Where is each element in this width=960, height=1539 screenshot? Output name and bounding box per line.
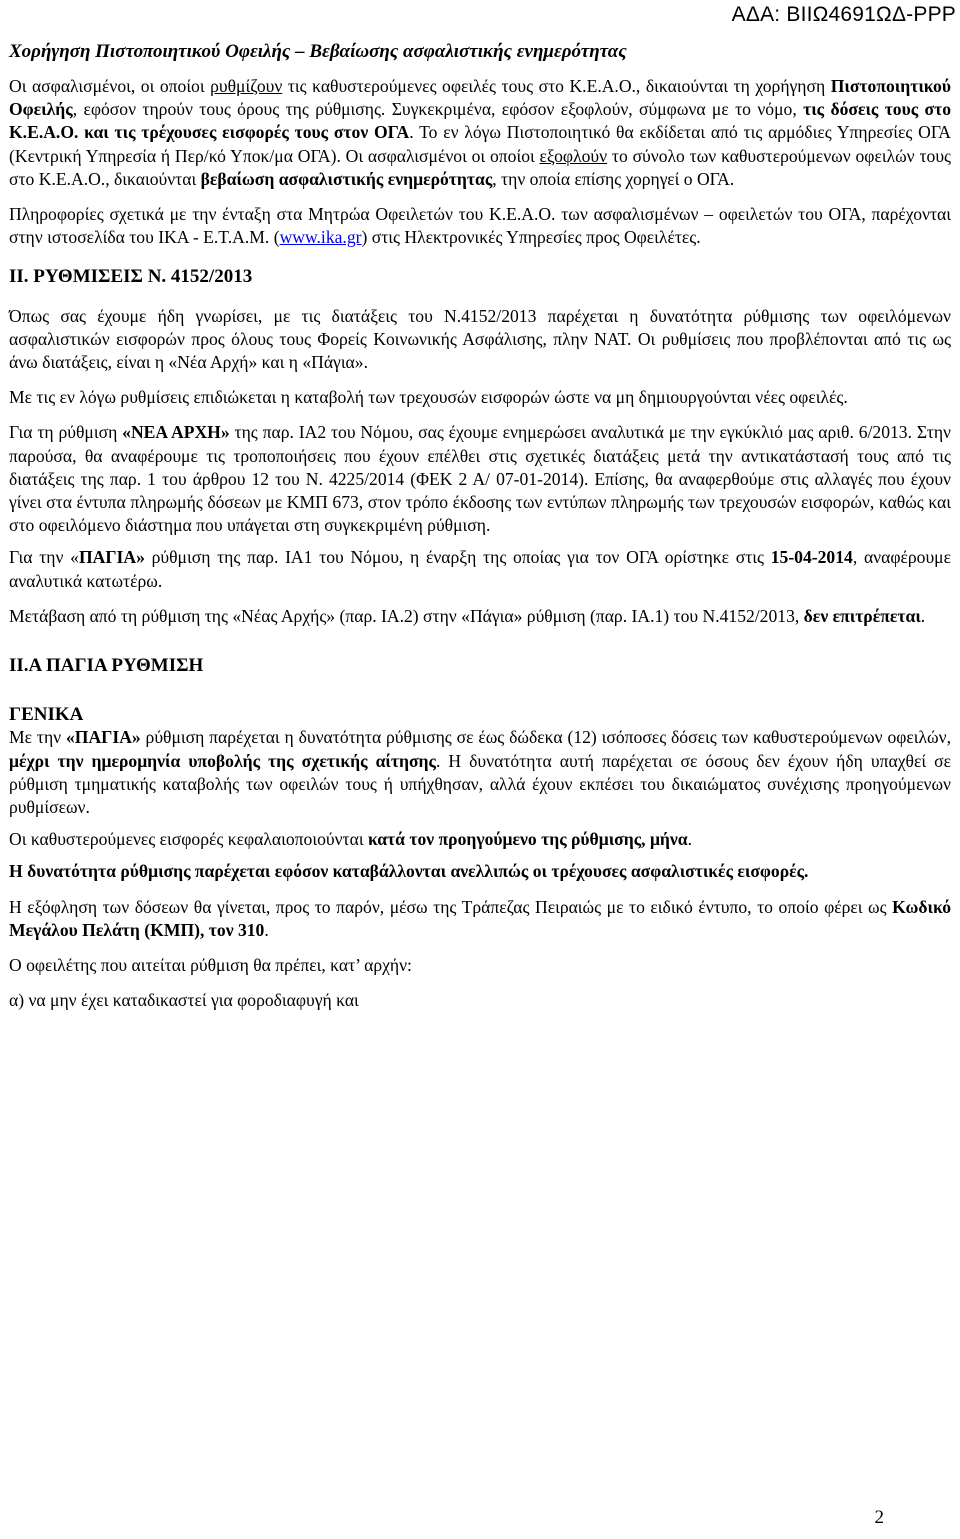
text-run: .: [687, 829, 693, 850]
text-run: ρύθμιση της παρ. ΙΑ1 του Νόμου, η έναρξη της οποίας για τον ΟΓΑ ορίστηκε στις: [144, 547, 771, 568]
text-run: τις καθυστερούμενες οφειλές τους στο Κ.Ε.Α.Ο., δικαιούνται τη χορήγηση: [282, 76, 831, 96]
underlined-text: ρυθμίζουν: [210, 76, 283, 96]
paragraph-certificate: [9, 75, 951, 191]
paragraph-purpose: Με τις εν λόγω ρυθμίσεις επιδιώκεται η καταβολή των τρεχουσών εισφορών ώστε να μη δημιουργούνται νέες οφειλές.: [9, 387, 848, 408]
bold-text: κατά τον προηγούμενο της ρύθμισης, μήνα: [367, 829, 688, 850]
text-run: ρύθμιση παρέχεται η δυνατότητα ρύθμισης σε έως δώδεκα (12) ισόποσες δόσεις των καθυστερούμενων οφειλών,: [140, 727, 951, 748]
text-run: , αναφέρουμε αναλυτικά κατωτέρω.: [9, 547, 951, 591]
bold-text: δεν επιτρέπεται: [803, 605, 921, 626]
section-title: Χορήγηση Πιστοποιητικού Οφειλής – Βεβαίωσης ασφαλιστικής ενημερότητας: [9, 41, 627, 62]
document-body: [9, 75, 951, 1013]
text-run: Για την «: [9, 547, 79, 568]
paragraph-debtor: Ο οφειλέτης που αιτείται ρύθμιση θα πρέπει, κατ’ αρχήν:: [9, 955, 412, 976]
text-run: , εφόσον τηρούν τους όρους της ρύθμισης. Συγκεκριμένα, εφόσον εξοφλούν, σύμφωνα με το νόμο,: [72, 99, 804, 120]
text-run: Για τη ρύθμιση: [9, 422, 123, 443]
bold-text: μέχρι την ημερομηνία υποβολής της σχετικής αίτησης: [9, 750, 436, 771]
text-run: ) στις Ηλεκτρονικές Υπηρεσίες προς Οφειλέτες.: [361, 227, 701, 248]
ika-website-link[interactable]: www.ika.gr: [279, 227, 362, 248]
text-run: Πληροφορίες σχετικά με την ένταξη στα Μητρώα Οφειλετών του Κ.Ε.Α.Ο. των ασφαλισμένων – οφειλετών του ΟΓΑ, παρέχονται στην ιστοσελίδα του ΙΚΑ - Ε.Τ.Α.Μ. (: [9, 204, 951, 248]
text-run: της παρ. ΙΑ2 του Νόμου, σας έχουμε ενημερώσει αναλυτικά με την εγκύκλιό μας αριθ. 6/2013. Στην παρούσα, θα αναφέρουμε τις τροποποιήσεις που έχουν επέλθει στις σχετικές διατάξεις μετά την αντικατάστασή τους από τις διατάξεις της παρ. 1 του άρθρου 12 του Ν. 4225/2014 (ΦΕΚ 2 Α/ 07-01-2014). Επίσης, θα αναφερθούμε στις αλλαγές που έχουν γίνει στα έντυπα πληρωμής δόσεων με ΚΜΠ 673, στον τρόπο έκδοσης των εντύπων πληρωμής των τρεχουσών εισφορών, καθώς και στο οφειλόμενο διάστημα που υπάγεται στη συγκεκριμένη ρύθμιση.: [9, 422, 952, 536]
paragraph-nea-arxi: [9, 421, 951, 537]
paragraph-info: [9, 203, 951, 249]
bold-text: «ΝΕΑ ΑΡΧΗ»: [122, 422, 230, 443]
text-run: .: [264, 919, 269, 940]
heading-iia: ΙΙ.Α ΠΑΓΙΑ ΡΥΘΜΙΣΗ: [9, 655, 204, 677]
list-item-a: α) να μην έχει καταδικαστεί για φοροδιαφυγή και: [9, 990, 359, 1011]
text-run: Με την: [9, 727, 66, 748]
text-run: το σύνολο των καθυστερούμενων οφειλών τους στο Κ.Ε.Α.Ο., δικαιούνται: [9, 145, 951, 189]
text-run: Μετάβαση από τη ρύθμιση της «Νέας Αρχής» (παρ. ΙΑ.2) στην «Πάγια» ρύθμιση (παρ. ΙΑ.1) του Ν.4152/2013,: [9, 605, 804, 626]
paragraph-condition: Η δυνατότητα ρύθμισης παρέχεται εφόσον καταβάλλονται ανελλιπώς οι τρέχουσες ασφαλιστικές εισφορές.: [9, 861, 809, 882]
paragraph-transition: [9, 605, 951, 628]
bold-text: «ΠΑΓΙΑ»: [65, 727, 141, 748]
paragraph-pagia-details: [9, 726, 951, 819]
heading-ii: ΙΙ. ΡΥΘΜΙΣΕΙΣ Ν. 4152/2013: [9, 266, 253, 288]
text-run: Οι ασφαλισμένοι, οι οποίοι: [9, 76, 211, 96]
text-run: . Η δυνατότητα αυτή παρέχεται σε όσους δεν έχουν ήδη υπαχθεί σε ρύθμιση τμηματικής καταβολής των οφειλών τους ή υπήχθησαν, αλλά έχουν εκπέσει του δικαιώματος συνέχισης προηγούμενων ρυθμίσεων.: [9, 750, 951, 818]
ada-code: ΑΔΑ: ΒΙΙΩ4691ΩΔ-ΡΡΡ: [731, 3, 956, 26]
bold-text: τις δόσεις τους στο Κ.Ε.Α.Ο. και τις τρέχουσες εισφορές τους στον ΟΓΑ: [9, 99, 951, 143]
text-run: Η εξόφληση των δόσεων θα γίνεται, προς το παρόν, μέσω της Τράπεζας Πειραιώς με το ειδικό έντυπο, το οποίο φέρει ως: [9, 896, 893, 917]
paragraph-pagia: [9, 546, 951, 592]
bold-text: Κωδικό Μεγάλου Πελάτη (ΚΜΠ), τον 310: [9, 896, 951, 940]
bold-text: 15-04-2014: [770, 547, 853, 568]
bold-text: βεβαίωση ασφαλιστικής ενημερότητας: [200, 168, 493, 189]
paragraph-law-intro: Όπως σας έχουμε ήδη γνωρίσει, με τις διατάξεις του Ν.4152/2013 παρέχεται η δυνατότητα ρύθμισης των οφειλόμενων ασφαλιστικών εισφορών προς όλους τους Φορείς Κοινωνικής Ασφάλισης, πλην ΝΑΤ. Οι ρυθμίσεις που προβλέπονται από τις ως άνω διατάξεις, είναι η «Νέα Αρχή» και η «Πάγια».: [9, 305, 951, 373]
paragraph-capitalization: [9, 828, 951, 851]
paragraph-payment: [9, 896, 951, 942]
bold-text: Πιστοποιητικού Οφειλής: [9, 76, 951, 120]
text-run: . Το εν λόγω Πιστοποιητικό θα εκδίδεται από τις αρμόδιες Υπηρεσίες ΟΓΑ (Κεντρική Υπηρεσία ή Περ/κό Υποκ/μα ΟΓΑ). Οι ασφαλισμένοι οι οποίοι: [9, 122, 951, 166]
page-number: 2: [874, 1506, 884, 1528]
heading-general: ΓΕΝΙΚΑ: [9, 704, 84, 726]
underlined-text: εξοφλούν: [539, 145, 608, 166]
bold-text: ΠΑΓΙΑ»: [78, 547, 145, 568]
text-run: , την οποία επίσης χορηγεί ο ΟΓΑ.: [492, 168, 735, 189]
text-run: Οι καθυστερούμενες εισφορές κεφαλαιοποιούνται: [9, 829, 368, 850]
text-run: .: [920, 605, 926, 626]
